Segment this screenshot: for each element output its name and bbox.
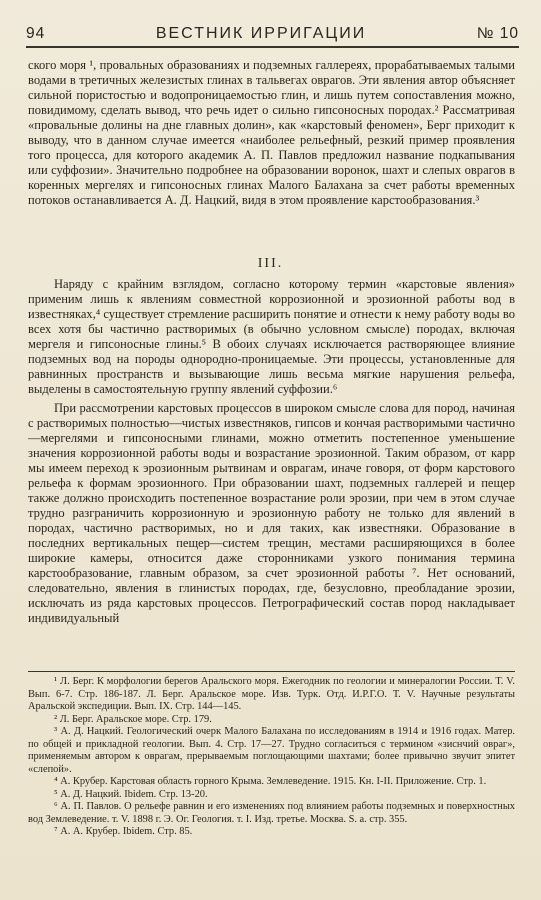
- footnote: ⁶ А. П. Павлов. О рельефе равнин и его изменениях под влиянием работы подземных и поверхностных вод Землеведение. т. V. 1898 г. Э. Ог. Геология. т. I. Изд. третье. Москва. S. a. стр. 355.: [28, 801, 515, 825]
- paragraph: ского моря ¹, провальных образованиях и подземных галлереях, прорабатываемых талыми водами в третичных железистых глинах в тальвегах оврагов. Эти явления автор объясняет сильной пористостью и водопроницаемостью глин, и лишь путем сопоставления можно, повидимому, сделать вывод, что речь идет о сильно гипсоносных породах.² Рассматривая «провальные долины на дне главных долин», как «карстовый феномен», Берг приходит к выводу, что в данном случае имеется «наиболее рельефный, резкий пример проявления того процесса, для которого академик А. П. Павлов предложил название подкапывания или суффозии». Значительно подробнее на образовании воронок, шахт и слепых оврагов в коренных мергелях и гипсоносных глинах Малого Балахана за счет работы временных потоков останавливается А. Д. Нацкий, видя в этом проявление карстообразования.³: [28, 58, 515, 207]
- journal-title: ВЕСТНИК ИРРИГАЦИИ: [155, 25, 367, 42]
- footnote-divider: [28, 671, 515, 672]
- page-number: 94: [26, 25, 46, 42]
- issue-number: № 10: [476, 25, 519, 42]
- footnote: ⁵ А. Д. Нацкий. Ibidem. Стр. 13-20.: [54, 788, 208, 800]
- paragraph: При рассмотрении карстовых процессов в широком смысле слова для пород, начиная с растворимых полностью—чистых известняков, гипсов и кончая растворимыми частично—мергелями и гипсоносными глинами, можно отметить постепенное уменьшение значения коррозионной работы воды и возрастание эрозионной. Таким образом, от карр мы имеем переход к эрозионным рытвинам и оврагам, иначе говоря, от форм карстового рельефа к формам эрозионного. При образовании шахт, подземных галлерей и пещер также должно происходить постепенное возрастание роли эрозии, при чем в этом случае трудно разграничить коррозионную и эрозионную работу не только для явлений в породах, частично растворимых, но и для таких, как известняки. Образование в последних вертикальных пещер—систем трещин, местами расширяющихся в более широкие камеры, относится даже сторонниками узкого понимания термина карстообразование, главным образом, за счет эрозионной работы ⁷. Нет оснований, следовательно, явления в глинистых породах, где, безусловно, преобладание эрозии, исключать из ряда карстовых процессов. Петрографический состав пород накладывает индивидуальный: [28, 401, 515, 625]
- footnotes: [28, 676, 515, 839]
- running-header: [26, 22, 519, 48]
- section-heading: III.: [257, 256, 284, 271]
- footnote: ⁴ А. Крубер. Карстовая область горного Крыма. Землеведение. 1915. Кн. I-II. Приложение. Стр. 1.: [54, 776, 487, 787]
- footnote: ¹ Л. Берг. К морфологии берегов Аральского моря. Ежегодник по геологии и минералогии России. Т. V. Вып. 6-7. Стр. 186-187. Л. Берг. Аральское море. Изв. Турк. Отд. И.Р.Г.О. Т. V. Научные результаты Аральской экспедиции. Вып. IX. Стр. 144—145.: [28, 676, 515, 712]
- footnote: ⁷ А. А. Крубер. Ibidem. Стр. 85.: [54, 826, 193, 837]
- body-text-top: [28, 58, 515, 208]
- body-text-main: [28, 277, 515, 626]
- footnote: ² Л. Берг. Аральское море. Стр. 179.: [54, 713, 212, 725]
- paragraph: Наряду с крайним взглядом, согласно которому термин «карстовые явления» применим лишь к явлениям совместной коррозионной и эрозионной работы вод в известняках,⁴ существует стремление расширить понятие и отнести к нему работу воды во всех хотя бы частично растворимых (в обычно условном смысле) породах, включая мергеля и гипсоносные глины.⁵ В обоих случаях исключается растворяющее влияние подземных вод на породы однородно-проницаемые. Эти процессы, установленные для равнинных пространств и вызывающие лишь весьма мягкие нарушения рельефа, выделены в самостоятельную группу явлений суффозии.⁶: [28, 277, 515, 396]
- footnote: ³ А. Д. Нацкий. Геологический очерк Малого Балахана по исследованиям в 1914 и 1916 годах. Матер. по общей и прикладной геологии. Вып. 4. Стр. 17—27. Трудно согласиться с термином «зиснчий овраг», применяемым автором к оврагам, прерываемым поглощающими шахтами; более привычно звучит эпитет «слепой».: [28, 726, 515, 775]
